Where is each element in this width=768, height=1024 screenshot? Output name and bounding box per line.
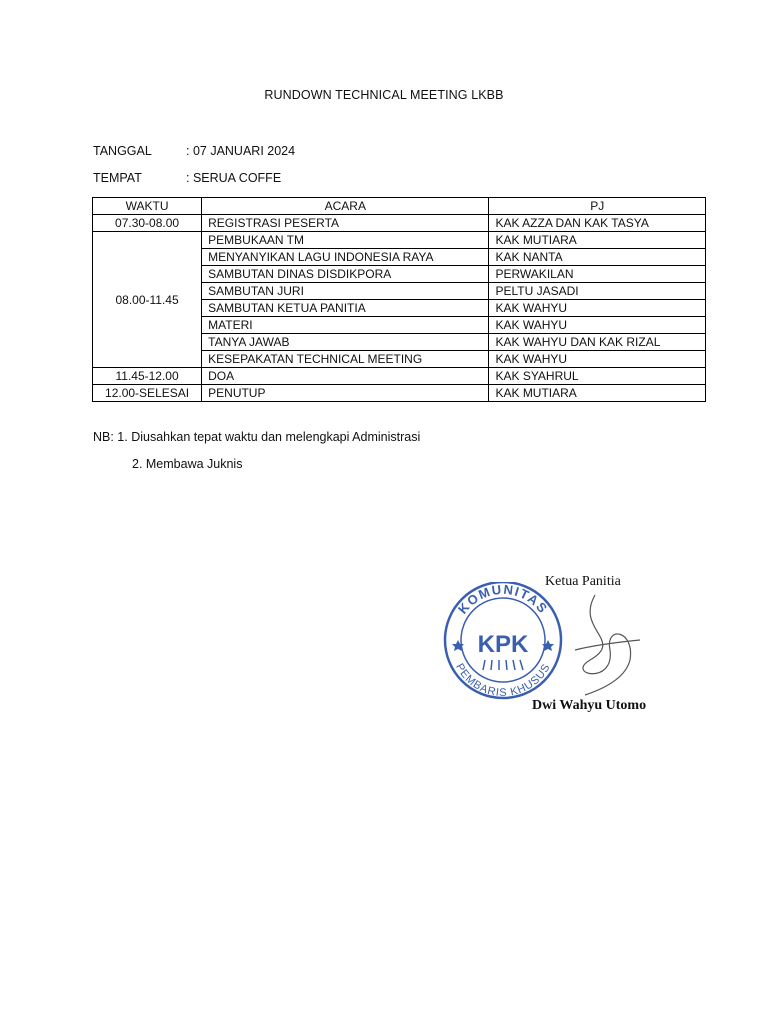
table-row [93,215,706,232]
cell-acara: SAMBUTAN DINAS DISDIKPORA [202,266,489,283]
cell-acara: MATERI [202,317,489,334]
cell-acara: MENYANYIKAN LAGU INDONESIA RAYA [202,249,489,266]
cell-pj: KAK SYAHRUL [489,368,706,385]
cell-pj: KAK AZZA DAN KAK TASYA [489,215,706,232]
table-row [93,232,706,249]
header-pj: PJ [489,198,706,215]
signature-name: Dwi Wahyu Utomo [532,698,647,713]
note-1: NB: 1. Diusahkan tepat waktu dan melengkapi Administrasi [93,430,421,444]
table-header-row [93,198,706,215]
cell-waktu: 11.45-12.00 [93,368,202,385]
place-value: : SERUA COFFE [186,171,282,185]
cell-pj: KAK MUTIARA [489,385,706,402]
cell-pj: KAK WAHYU [489,351,706,368]
cell-acara: TANYA JAWAB [202,334,489,351]
cell-acara: KESEPAKATAN TECHNICAL MEETING [202,351,489,368]
signature-block [440,570,670,720]
cell-acara: DOA [202,368,489,385]
cell-pj: KAK WAHYU [489,300,706,317]
cell-acara: SAMBUTAN KETUA PANITIA [202,300,489,317]
place-label: TEMPAT [93,171,142,185]
date-label: TANGGAL [93,144,152,158]
handwritten-signature-icon [555,590,645,700]
cell-waktu: 12.00-SELESAI [93,385,202,402]
document-title: RUNDOWN TECHNICAL MEETING LKBB [264,88,504,102]
header-waktu: WAKTU [93,198,202,215]
cell-acara: SAMBUTAN JURI [202,283,489,300]
cell-acara: PEMBUKAAN TM [202,232,489,249]
cell-pj: KAK WAHYU [489,317,706,334]
svg-text:PEMBARIS KHUSUS [453,662,553,699]
cell-waktu: 08.00-11.45 [93,232,202,368]
signature-title: Ketua Panitia [545,574,621,589]
note-2: 2. Membawa Juknis [132,457,243,471]
stamp-top-text: KOMUNITAS [454,582,552,617]
header-acara: ACARA [202,198,489,215]
cell-acara: PENUTUP [202,385,489,402]
cell-pj: KAK NANTA [489,249,706,266]
rundown-table [92,197,706,402]
cell-pj: KAK WAHYU DAN KAK RIZAL [489,334,706,351]
svg-text:KOMUNITAS [455,582,551,617]
table-row [93,368,706,385]
stamp-center-text: KPK [477,631,529,658]
info-row-place [93,171,281,185]
stamp-figures-icon [483,660,523,670]
table-row [93,385,706,402]
cell-pj: PELTU JASADI [489,283,706,300]
cell-acara: REGISTRASI PESERTA [202,215,489,232]
info-row-date [93,144,295,158]
kpk-stamp-icon [440,582,570,712]
date-value: : 07 JANUARI 2024 [186,144,296,158]
cell-pj: PERWAKILAN [489,266,706,283]
cell-pj: KAK MUTIARA [489,232,706,249]
stamp-bottom-text: PEMBARIS KHUSUS [453,661,553,700]
cell-waktu: 07.30-08.00 [93,215,202,232]
